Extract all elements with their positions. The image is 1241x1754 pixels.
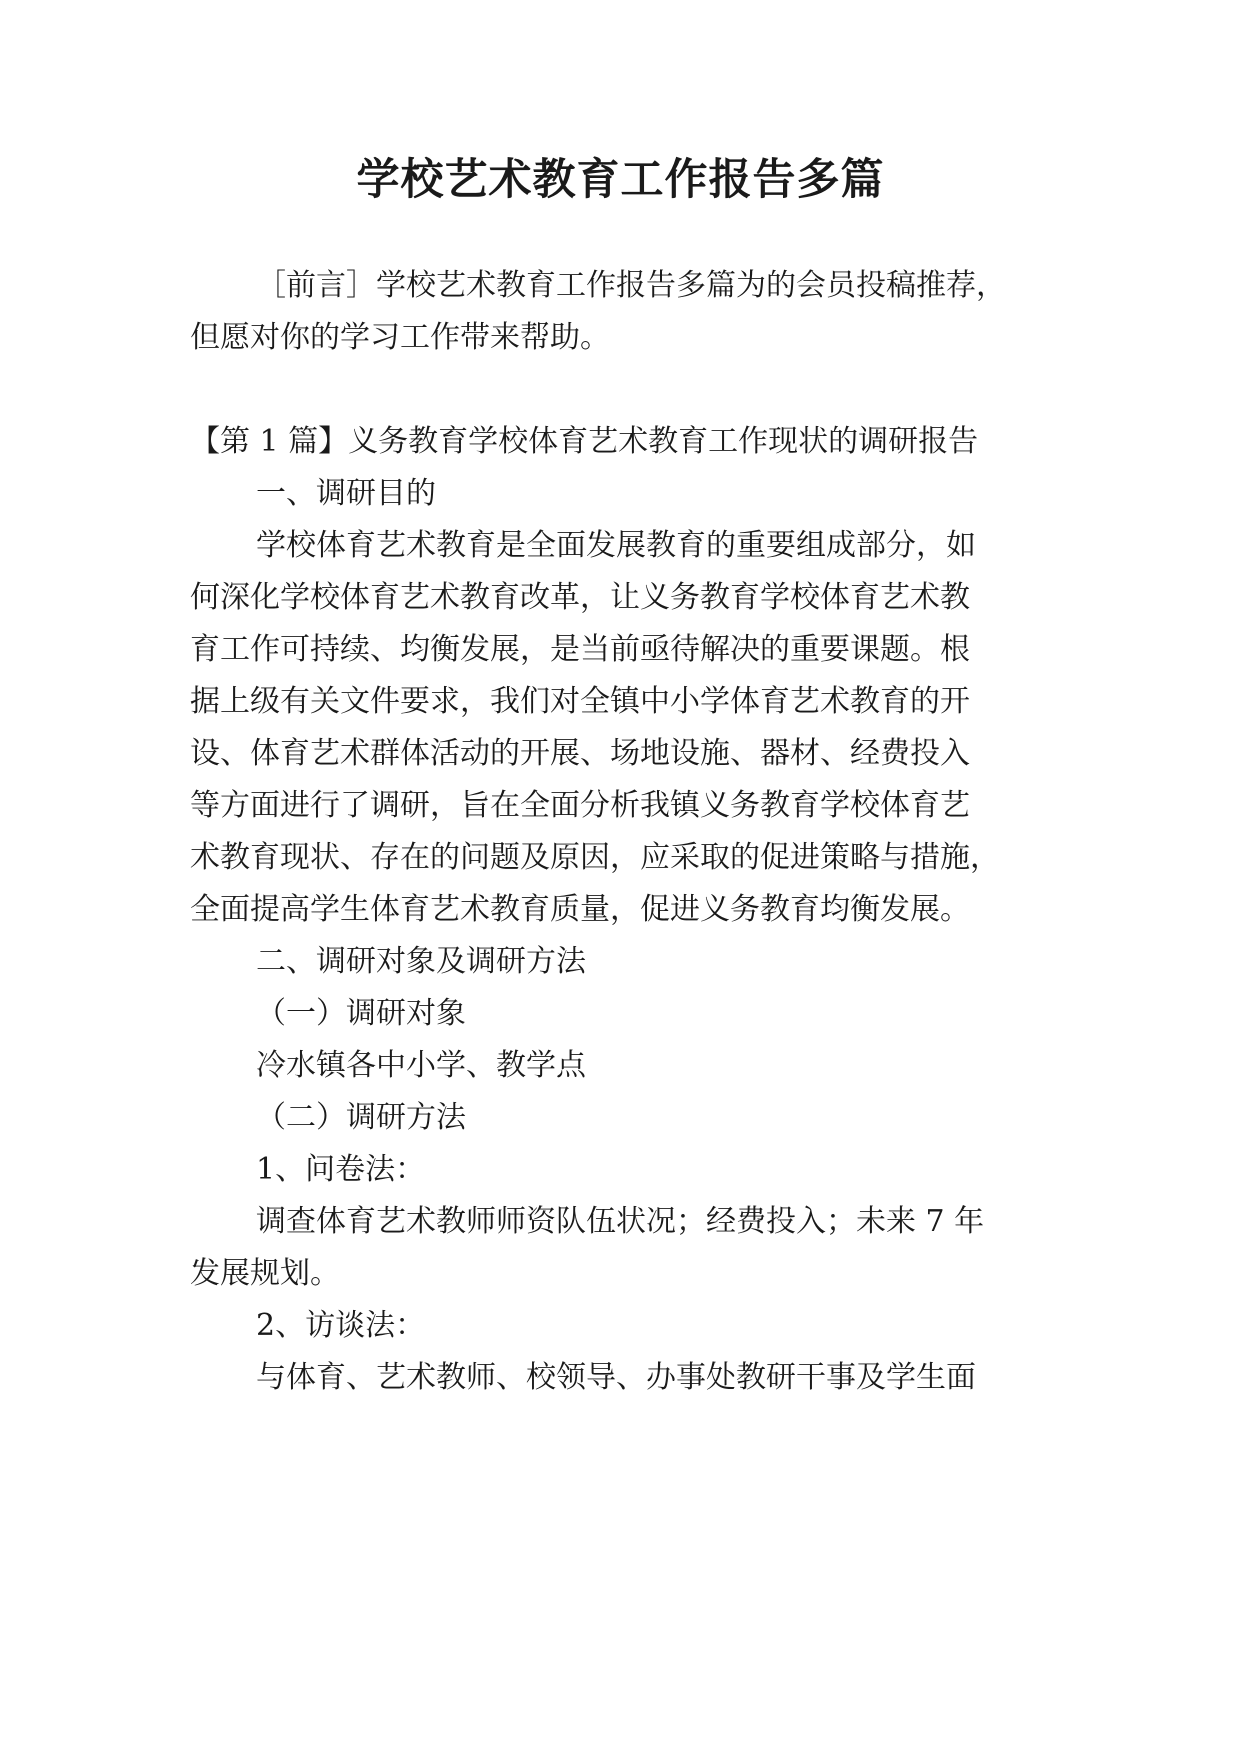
section1-body-line: 育工作可持续、均衡发展，是当前亟待解决的重要课题。根: [190, 632, 970, 667]
preface-line-2: 但愿对你的学习工作带来帮助。: [190, 320, 610, 355]
method2-body: 与体育、艺术教师、校领导、办事处教研干事及学生面: [256, 1360, 976, 1395]
method1-heading: 1、问卷法：: [256, 1152, 426, 1187]
section1-body-line: 全面提高学生体育艺术教育质量，促进义务教育均衡发展。: [190, 892, 970, 927]
section1-body-line: 据上级有关文件要求，我们对全镇中小学体育艺术教育的开: [190, 684, 970, 719]
section1-body-line: 何深化学校体育艺术教育改革，让义务教育学校体育艺术教: [190, 580, 970, 615]
section2-heading: 二、调研对象及调研方法: [256, 944, 586, 979]
method2-heading: 2、访谈法：: [256, 1308, 426, 1343]
document-title: 学校艺术教育工作报告多篇: [356, 155, 885, 205]
article-heading: 【第 1 篇】义务教育学校体育艺术教育工作现状的调研报告: [190, 424, 979, 459]
section1-body-line: 学校体育艺术教育是全面发展教育的重要组成部分，如: [256, 528, 976, 563]
method1-body-line: 发展规划。: [190, 1256, 340, 1291]
section1-body-line: 术教育现状、存在的问题及原因，应采取的促进策略与措施，: [190, 840, 1000, 875]
sub2-heading: （二）调研方法: [256, 1100, 466, 1135]
method1-body-line: 调查体育艺术教师师资队伍状况；经费投入；未来 7 年: [256, 1204, 985, 1239]
sub1-body: 冷水镇各中小学、教学点: [256, 1048, 586, 1083]
section1-body-line: 等方面进行了调研，旨在全面分析我镇义务教育学校体育艺: [190, 788, 970, 823]
section1-body-line: 设、体育艺术群体活动的开展、场地设施、器材、经费投入: [190, 736, 970, 771]
preface-line-1: ［前言］学校艺术教育工作报告多篇为的会员投稿推荐，: [256, 268, 1006, 303]
section1-heading: 一、调研目的: [256, 476, 436, 511]
sub1-heading: （一）调研对象: [256, 996, 466, 1031]
